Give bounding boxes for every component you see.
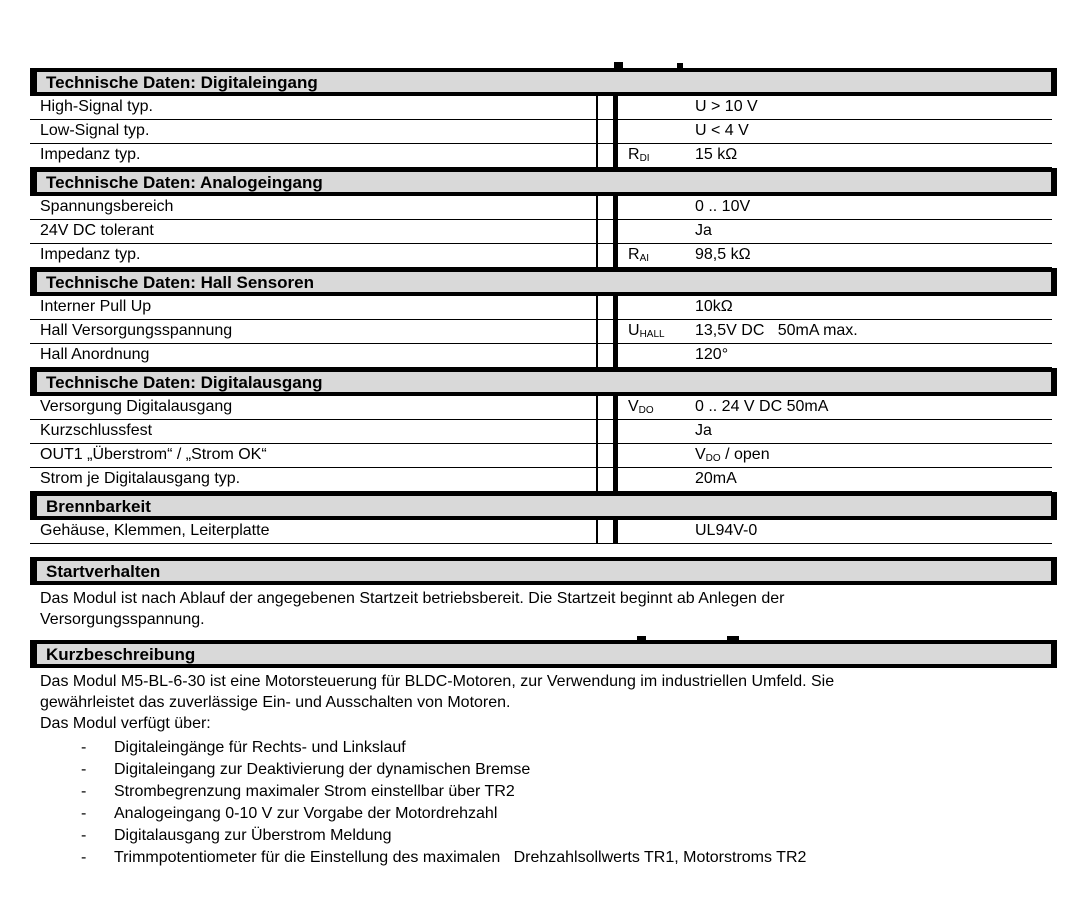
spec-value: 120° xyxy=(695,346,729,363)
spec-symbol: $V_{DO}$ xyxy=(628,398,654,416)
bullet-text: Digitaleingänge für Rechts- und Linkslauf xyxy=(114,739,406,756)
spec-label: High-Signal typ. xyxy=(40,98,153,115)
section-header: Technische Daten: Analogeingang xyxy=(30,168,1057,196)
paragraph-line: gewährleistet das zuverlässige Ein- und Ausschalten von Motoren. xyxy=(40,694,511,711)
spec-value: Ja xyxy=(695,222,712,239)
spec-row xyxy=(30,96,1052,120)
spec-value: Ja xyxy=(695,422,712,439)
spec-row xyxy=(30,396,1052,420)
bullet-dash: - xyxy=(81,805,87,822)
bullet-item xyxy=(30,847,1057,869)
spec-rows xyxy=(30,520,1057,544)
spec-label: Kurzschlussfest xyxy=(40,422,153,439)
bullet-text: Analogeingang 0-10 V zur Vorgabe der Motordrehzahl xyxy=(114,805,498,822)
spec-row xyxy=(30,344,1052,368)
spec-value: $V_{DO}$ / open xyxy=(695,446,770,464)
spec-row xyxy=(30,520,1052,544)
spec-symbol: $R_{AI}$ xyxy=(628,246,650,264)
spec-value: U < 4 V xyxy=(695,122,749,139)
spec-value: 10kΩ xyxy=(695,298,733,315)
bullet-dash: - xyxy=(81,761,87,778)
spec-value: 0 .. 10V xyxy=(695,198,751,215)
spec-label: Impedanz typ. xyxy=(40,146,141,163)
spec-section xyxy=(30,368,1057,492)
spec-value: 20mA xyxy=(695,470,737,487)
section-header: Technische Daten: Digitalausgang xyxy=(30,368,1057,396)
spec-row xyxy=(30,468,1052,492)
section-header: Kurzbeschreibung xyxy=(30,640,1057,668)
spec-rows xyxy=(30,96,1057,168)
bullet-text: Digitaleingang zur Deaktivierung der dynamischen Bremse xyxy=(114,761,531,778)
spec-section xyxy=(30,492,1057,544)
paragraph-line: Das Modul M5-BL-6-30 ist eine Motorsteuerung für BLDC-Motoren, zur Verwendung im industriellen Umfeld. Sie xyxy=(40,673,835,690)
spec-rows xyxy=(30,396,1057,492)
spec-row xyxy=(30,120,1052,144)
spec-rows xyxy=(30,196,1057,268)
spec-label: Hall Versorgungsspannung xyxy=(40,322,233,339)
spec-label: Versorgung Digitalausgang xyxy=(40,398,233,415)
section-header: Startverhalten xyxy=(30,557,1057,585)
bullet-item xyxy=(30,759,1057,781)
spec-tables xyxy=(30,68,1057,544)
paragraph-line: Das Modul verfügt über: xyxy=(40,715,211,732)
subscript: DO xyxy=(705,453,721,464)
spec-row xyxy=(30,444,1052,468)
spec-value: 15 kΩ xyxy=(695,146,738,163)
spec-row xyxy=(30,144,1052,168)
spec-label: Impedanz typ. xyxy=(40,246,141,263)
subscript: HALL xyxy=(639,329,665,340)
spec-label: Interner Pull Up xyxy=(40,298,152,315)
text-section-kurzbeschreibung xyxy=(30,640,1057,869)
bullet-text: Digitalausgang zur Überstrom Meldung xyxy=(114,827,392,844)
spec-row xyxy=(30,296,1052,320)
bullet-dash: - xyxy=(81,827,87,844)
section-header: Technische Daten: Digitaleingang xyxy=(30,68,1057,96)
spec-value: UL94V-0 xyxy=(695,522,758,539)
spec-section xyxy=(30,168,1057,268)
paragraph-line: Versorgungsspannung. xyxy=(40,611,205,628)
subscript: DO xyxy=(638,405,654,416)
subscript: DI xyxy=(639,153,650,164)
bullet-item xyxy=(30,781,1057,803)
spec-value: 0 .. 24 V DC 50mA xyxy=(695,398,829,415)
spec-row xyxy=(30,220,1052,244)
spec-label: OUT1 „Überstrom“ / „Strom OK“ xyxy=(40,446,267,463)
bullet-text: Trimmpotentiometer für die Einstellung des maximalen Drehzahlsollwerts TR1, Motorstroms TR2 xyxy=(114,849,807,866)
spec-label: Strom je Digitalausgang typ. xyxy=(40,470,241,487)
paragraph-block xyxy=(30,668,1057,734)
datasheet-page xyxy=(30,68,1057,869)
text-section-startverhalten xyxy=(30,557,1057,630)
bullet-item xyxy=(30,737,1057,759)
bullet-text: Strombegrenzung maximaler Strom einstellbar über TR2 xyxy=(114,783,515,800)
spec-rows xyxy=(30,296,1057,368)
spec-label: Low-Signal typ. xyxy=(40,122,150,139)
section-header: Brennbarkeit xyxy=(30,492,1057,520)
spec-value: 98,5 kΩ xyxy=(695,246,751,263)
bullet-list xyxy=(30,734,1057,869)
spec-row xyxy=(30,196,1052,220)
subscript: AI xyxy=(639,253,650,264)
spec-symbol: $U_{HALL}$ xyxy=(628,322,665,340)
bullet-dash: - xyxy=(81,739,87,756)
bullet-dash: - xyxy=(81,849,87,866)
text-sections xyxy=(30,557,1057,869)
spec-label: Spannungsbereich xyxy=(40,198,174,215)
section-header: Technische Daten: Hall Sensoren xyxy=(30,268,1057,296)
spec-label: 24V DC tolerant xyxy=(40,222,154,239)
spec-label: Hall Anordnung xyxy=(40,346,150,363)
spec-row xyxy=(30,420,1052,444)
spec-value: 13,5V DC 50mA max. xyxy=(695,322,858,339)
spec-value: U > 10 V xyxy=(695,98,758,115)
spec-section xyxy=(30,268,1057,368)
paragraph-block xyxy=(30,585,1057,630)
spec-row xyxy=(30,244,1052,268)
paragraph-line: Das Modul ist nach Ablauf der angegebenen Startzeit betriebsbereit. Die Startzeit beginnt ab Anlegen der xyxy=(40,590,785,607)
bullet-dash: - xyxy=(81,783,87,800)
spec-label: Gehäuse, Klemmen, Leiterplatte xyxy=(40,522,270,539)
bullet-item xyxy=(30,803,1057,825)
spec-section xyxy=(30,68,1057,168)
bullet-item xyxy=(30,825,1057,847)
spec-row xyxy=(30,320,1052,344)
spec-symbol: $R_{DI}$ xyxy=(628,146,650,164)
